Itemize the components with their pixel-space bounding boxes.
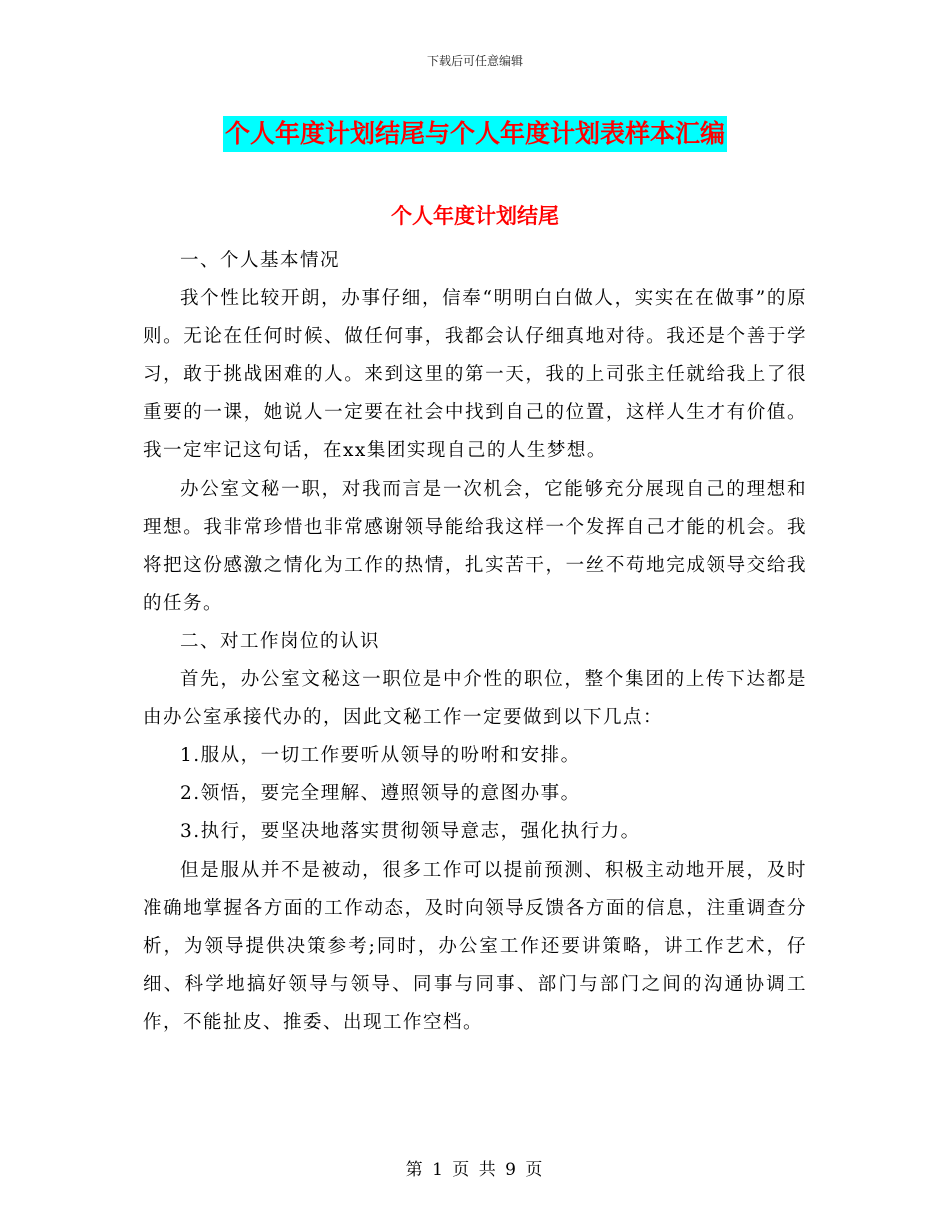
paragraph: 首先，办公室文秘这一职位是中介性的职位，整个集团的上传下达都是由办公室承接代办的，因此文秘工作一定要做到以下几点： — [143, 669, 807, 729]
list-item: 1.服从，一切工作要听从领导的吩咐和安排。 — [180, 745, 581, 767]
document-title — [0, 112, 950, 152]
paragraph: 我个性比较开朗，办事仔细，信奉“明明白白做人，实实在在做事”的原则。无论在任何时候、做任何事，我都会认仔细真地对待。我还是个善于学习，敢于挑战困难的人。来到这里的第一天，我的上司张主任就给我上了很重要的一课，她说人一定要在社会中找到自己的位置，这样人生才有价值。我一定牢记这句话，在xx集团实现自己的人生梦想。 — [143, 288, 807, 462]
list-item: 2.领悟，要完全理解、遵照领导的意图办事。 — [180, 783, 581, 805]
list-item: 3.执行，要坚决地落实贯彻领导意志，强化执行力。 — [180, 821, 641, 843]
heading-basic-info: 一、个人基本情况 — [180, 250, 341, 271]
document-title-text: 个人年度计划结尾与个人年度计划表样本汇编 — [223, 116, 727, 152]
paragraph: 办公室文秘一职，对我而言是一次机会，它能够充分展现自己的理想和理想。我非常珍惜也非常感谢领导能给我这样一个发挥自己才能的机会。我将把这份感激之情化为工作的热情，扎实苦干，一丝不苟地完成领导交给我的任务。 — [143, 478, 807, 614]
page-footer: 第 1 页 共 9 页 — [405, 1160, 545, 1180]
paragraph: 但是服从并不是被动，很多工作可以提前预测、积极主动地开展，及时准确地掌握各方面的工作动态，及时向领导反馈各方面的信息，注重调查分析，为领导提供决策参考;同时，办公室工作还要讲策略，讲工作艺术，仔细、科学地搞好领导与领导、同事与同事、部门与部门之间的沟通协调工作，不能扯皮、推委、出现工作空档。 — [143, 859, 807, 1033]
header-note: 下载后可任意编辑 — [426, 54, 523, 68]
section-title: 个人年度计划结尾 — [391, 203, 559, 228]
document-body — [143, 242, 807, 1042]
heading-job-understanding: 二、对工作岗位的认识 — [180, 630, 381, 652]
